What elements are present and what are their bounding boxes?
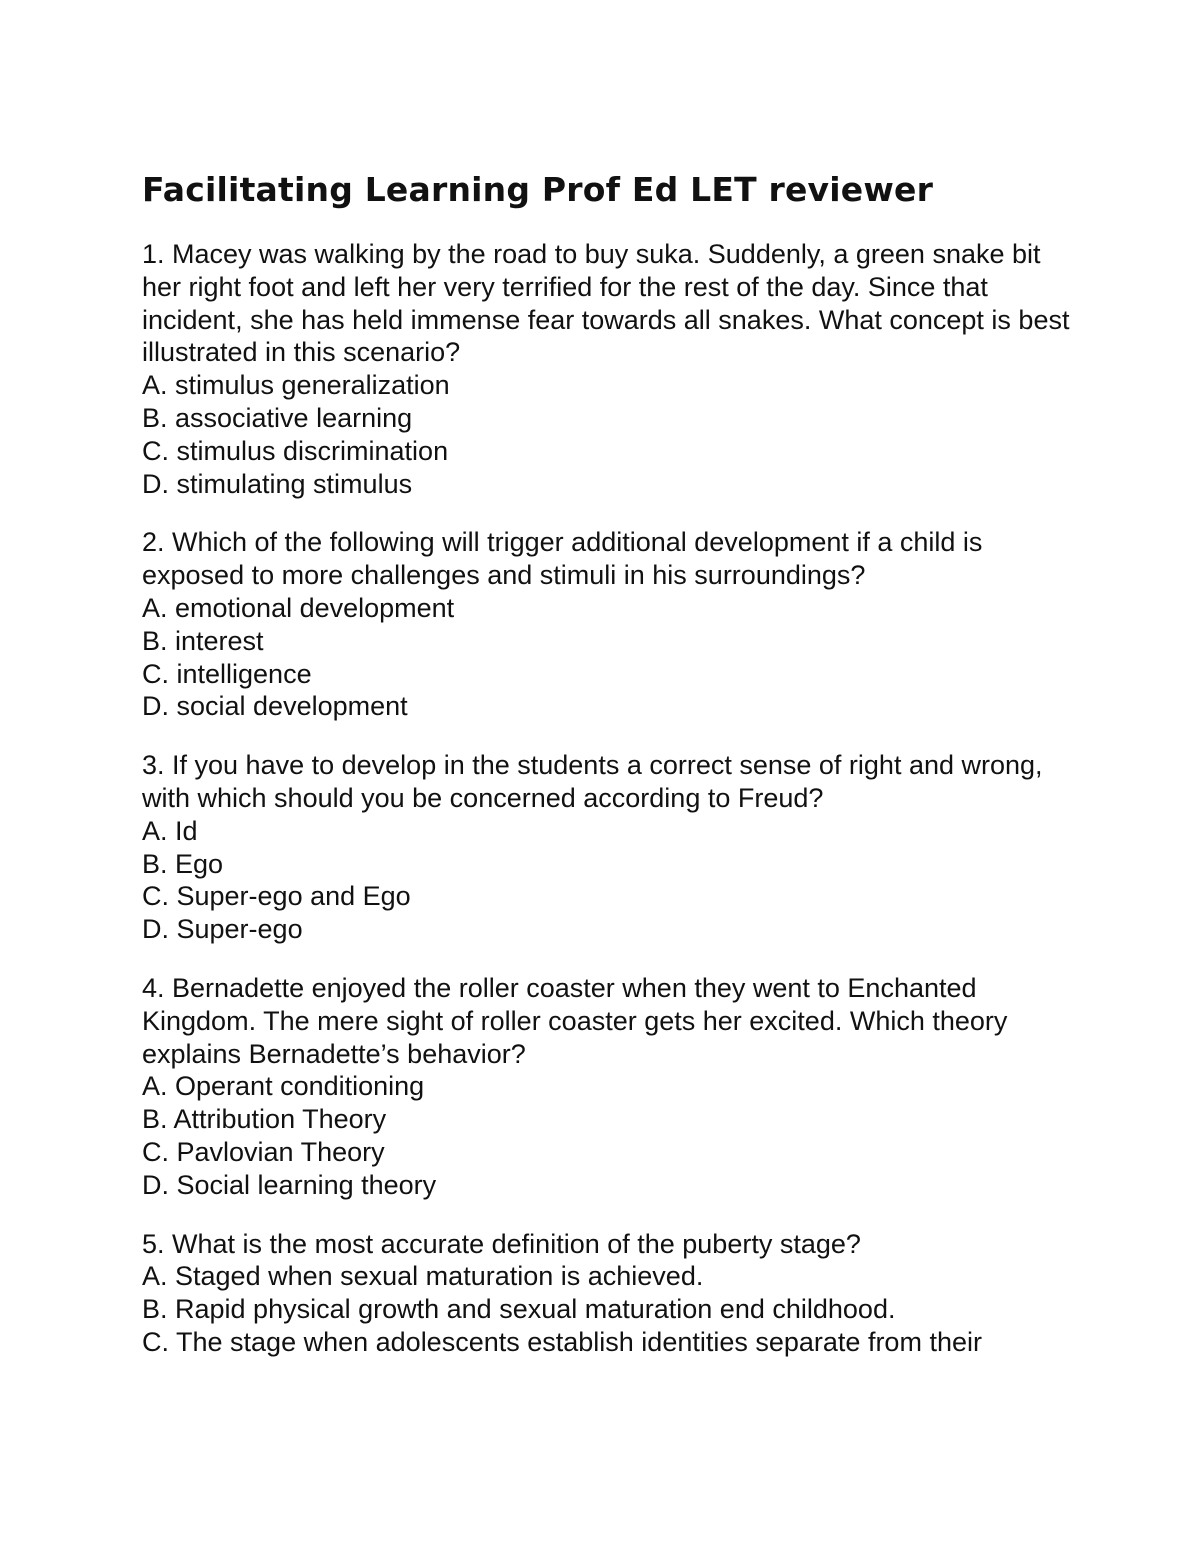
answer-option: A. stimulus generalization xyxy=(142,370,450,401)
question-text: 3. If you have to develop in the students a correct sense of right and wrong, with which should you be concerned according to Freud? xyxy=(142,750,1043,813)
answer-option: A. Operant conditioning xyxy=(142,1071,425,1102)
answer-option: D. Social learning theory xyxy=(142,1169,437,1200)
answer-option: D. Super-ego xyxy=(142,914,303,945)
answer-option: C. stimulus discrimination xyxy=(142,435,449,466)
question-1 xyxy=(142,238,1072,500)
document-title: Facilitating Learning Prof Ed LET reviewer xyxy=(142,170,934,209)
answer-option: C. Super-ego and Ego xyxy=(142,881,411,912)
question-text: 1. Macey was walking by the road to buy suka. Suddenly, a green snake bit her right foot and left her very terrified for the rest of the day. Since that incident, she has held immense fear towards all snakes. What concept is best illustrated in this scenario? xyxy=(142,239,1070,368)
answer-option: B. Rapid physical growth and sexual maturation end childhood. xyxy=(142,1294,896,1325)
question-5 xyxy=(142,1228,1072,1359)
answer-option: C. intelligence xyxy=(142,658,312,689)
question-text: 2. Which of the following will trigger additional development if a child is exposed to more challenges and stimuli in his surroundings? xyxy=(142,527,983,591)
question-text: 4. Bernadette enjoyed the roller coaster when they went to Enchanted Kingdom. The mere sight of roller coaster gets her excited. Which theory explains Bernadette’s behavior? xyxy=(142,972,1008,1069)
answer-option: B. associative learning xyxy=(142,402,413,433)
answer-option: C. The stage when adolescents establish identities separate from their xyxy=(142,1326,982,1357)
answer-option: D. social development xyxy=(142,691,408,722)
answer-option: A. Staged when sexual maturation is achieved. xyxy=(142,1261,704,1292)
answer-option: B. Ego xyxy=(142,848,224,879)
answer-option: A. Id xyxy=(142,815,198,846)
answer-option: C. Pavlovian Theory xyxy=(142,1136,385,1167)
question-4 xyxy=(142,972,1072,1202)
question-text: 5. What is the most accurate definition of the puberty stage? xyxy=(142,1228,861,1259)
question-2 xyxy=(142,526,1072,723)
answer-option: B. interest xyxy=(142,625,264,656)
answer-option: A. emotional development xyxy=(142,592,455,623)
document-content xyxy=(142,168,1072,1385)
answer-option: D. stimulating stimulus xyxy=(142,468,413,499)
question-3 xyxy=(142,749,1072,946)
answer-option: B. Attribution Theory xyxy=(142,1104,387,1135)
